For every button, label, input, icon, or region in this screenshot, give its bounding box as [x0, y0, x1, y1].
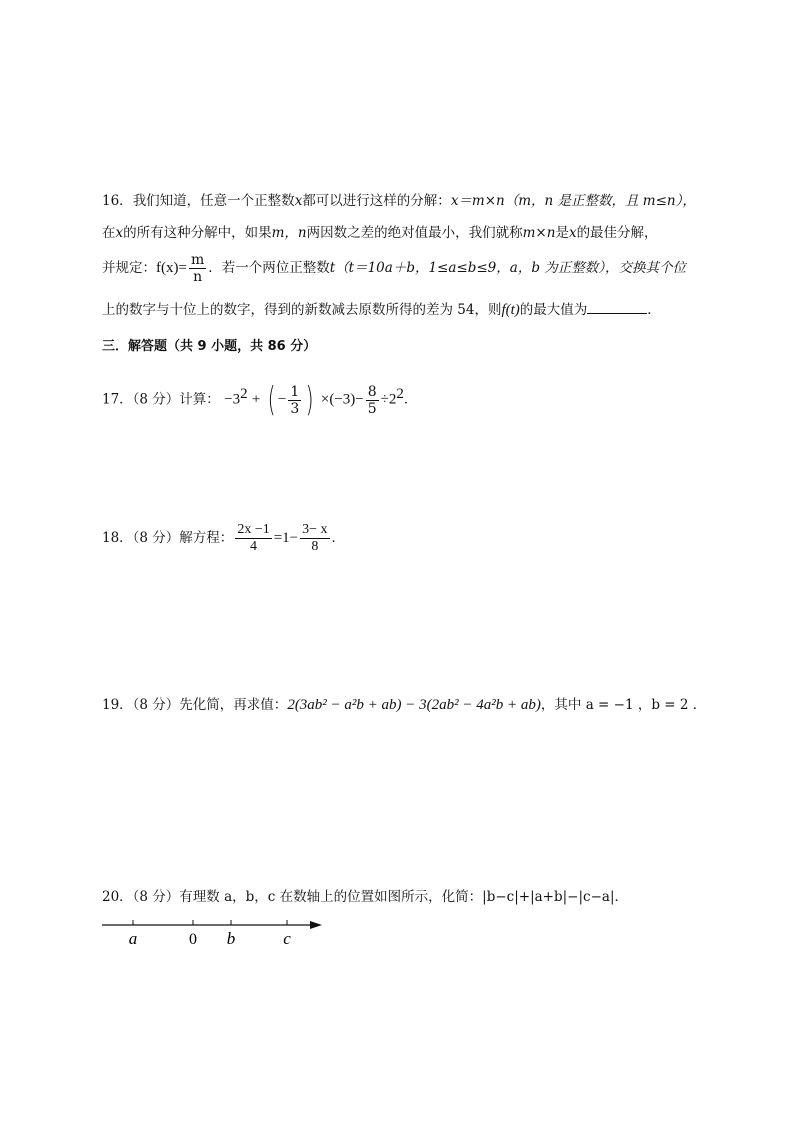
text: 都可以进行这样的分解：	[302, 193, 451, 209]
fraction-numerator: 3− x	[302, 522, 328, 537]
variable: x	[294, 193, 303, 209]
operator: −	[277, 391, 287, 408]
variable: t	[329, 260, 336, 276]
right-paren: )	[305, 380, 314, 420]
math-ft: f(t)	[501, 302, 520, 318]
operator: +	[251, 391, 261, 408]
q20: 20．（8 分）有理数 a，b，c 在数轴上的位置如图所示，化简：|b−c|+|a+b|−|c−a|．	[102, 889, 628, 905]
math-fx: f(x)=	[156, 260, 187, 276]
fraction-eight-fifths	[366, 384, 379, 417]
fraction-denominator: 5	[367, 400, 377, 417]
answer-blank	[587, 301, 647, 314]
text: 是	[555, 225, 569, 241]
math-expression: 2(3ab² − a²b + ab) − 3(2ab² − 4a²b + ab)	[287, 697, 541, 713]
fraction-rhs	[300, 522, 329, 555]
exponent: 2	[240, 386, 248, 402]
fraction-numerator: 2x −1	[237, 522, 270, 537]
text: （t＝10a＋b，1≤a≤b≤9，a，b 为正整数），交换其个位	[335, 260, 686, 276]
operator: −	[355, 391, 364, 408]
fraction-denominator: 3	[290, 400, 300, 417]
fraction-denominator: 4	[250, 539, 258, 554]
text: 并规定：	[102, 260, 156, 276]
fraction-numerator: 8	[367, 383, 377, 400]
label-0: 0	[189, 931, 197, 948]
text: 的所有这种分解中，如果	[123, 225, 272, 241]
q18	[102, 518, 345, 558]
text: 我们知道，任意一个正整数	[132, 193, 295, 209]
text: ．	[403, 391, 418, 408]
text: 两因数之差的绝对值最小，我们就称	[306, 225, 523, 241]
question-number: 19．（8 分）先化简，再求值：	[102, 697, 288, 713]
math-term: =1−	[273, 530, 299, 546]
text: ，其中 a = −1 ，b = 2 ．	[540, 697, 707, 713]
q17	[102, 372, 418, 420]
operator: ×	[320, 391, 330, 408]
variable: m，n	[271, 225, 307, 241]
arrow-icon	[310, 921, 322, 929]
variable: x	[568, 225, 577, 241]
left-paren: (	[267, 380, 276, 420]
q16-line-4	[102, 299, 661, 321]
text: 在	[102, 225, 116, 241]
math-inline: x＝m×n（m，n 是正整数，且 m≤n），	[450, 193, 696, 209]
q19	[102, 690, 706, 720]
text: 上的数字与十位上的数字，得到的新数减去原数所得的差为 54，则	[102, 302, 502, 318]
fraction-lhs	[235, 522, 271, 555]
text: ．	[331, 530, 346, 546]
label-b: b	[226, 929, 236, 948]
math-term: −3	[224, 391, 241, 408]
operator: ÷	[380, 391, 389, 408]
q16-line-1	[102, 190, 696, 212]
fraction-one-third	[288, 384, 301, 417]
fraction-denominator: 8	[311, 539, 319, 554]
math-inline: m×n	[522, 225, 556, 241]
math-term: (−3)	[329, 391, 356, 408]
variable: x	[115, 225, 124, 241]
q16-line-3	[102, 248, 686, 288]
text: ．	[647, 302, 661, 318]
text: 的最大值为	[519, 302, 588, 318]
label-a: a	[128, 929, 138, 948]
fraction-numerator: m	[190, 252, 205, 268]
number-line-figure	[96, 912, 332, 952]
question-number: 18．（8 分）解方程：	[102, 530, 234, 546]
fraction-m-over-n	[189, 252, 206, 285]
section-heading: 三．解答题（共 9 小题，共 86 分）	[102, 339, 317, 354]
q16-line-2	[102, 222, 658, 244]
question-number: 16．	[102, 193, 133, 209]
question-number: 17．（8 分）计算：	[102, 391, 220, 408]
text: ．若一个两位正整数	[208, 260, 330, 276]
text: 的最佳分解，	[576, 225, 658, 241]
fraction-denominator: n	[193, 269, 203, 285]
exponent: 2	[396, 386, 404, 402]
math-term: 2	[388, 391, 397, 408]
fraction-numerator: 1	[290, 383, 300, 400]
label-c: c	[283, 929, 291, 948]
